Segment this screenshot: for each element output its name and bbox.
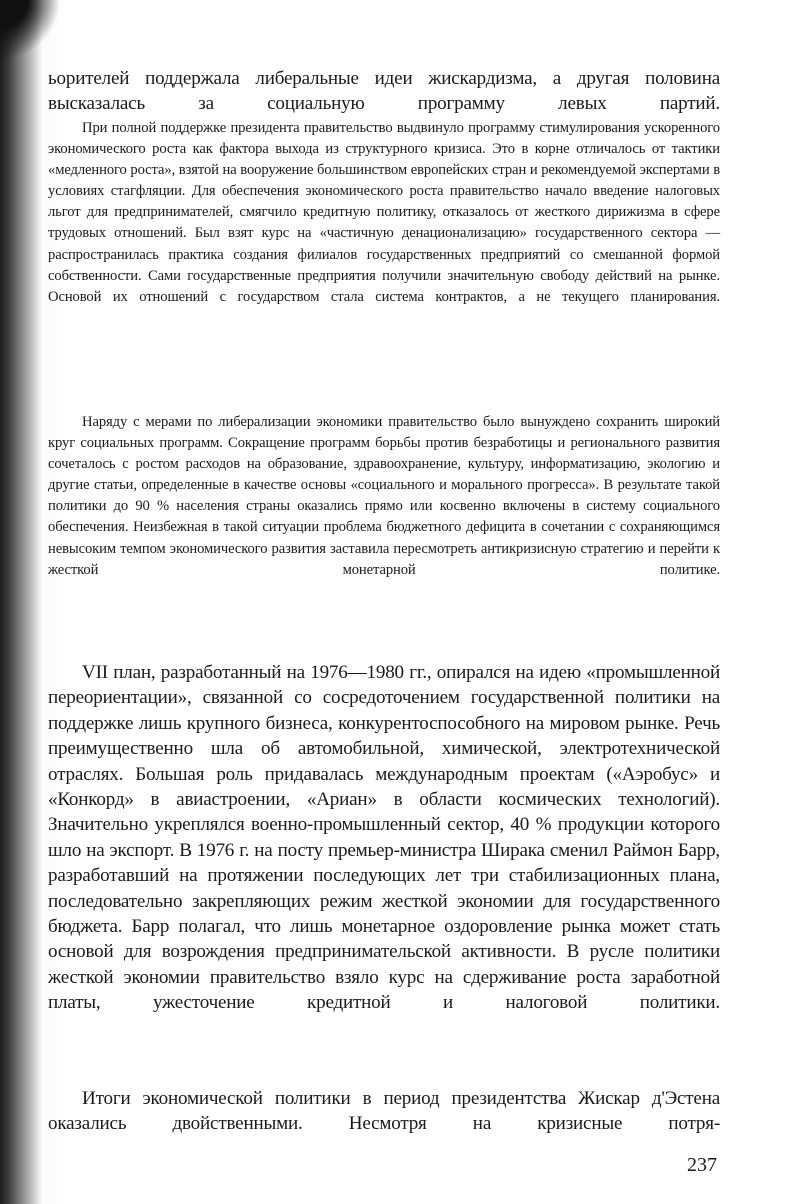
paragraph-text: VII план, разработанный на 1976—1980 гг., опирался на идею «промышленной переориентации», связанной со сосредоточением государственной политики на поддержке лишь крупного бизнеса, конкурентоспособного на мировом рынке. Речь преимущественно шла об автомобильной, химической, электротехнической отраслях. Большая роль придавалась международным проектам («Аэробус» и «Конкорд» в авиастроении, «Ариан» в области космических технологий). Значительно укреплялся военно-промышленный сектор, 40 % продукции которого шло на экспорт. В 1976 г. на посту премьер-министра Ширака сменил Раймон Барр, разработавший на протяжении последующих лет три стабилизационных плана, последовательно закрепляющих режим жесткой экономии для государственного бюджета. Барр полагал, что лишь монетарное оздоровление рынка может стать основой для возрождения предпринимательской активности. В русле политики жесткой экономии правительство взяло курс на сдерживание роста заработной платы, ужесточение кредитной и налоговой политики. (48, 662, 720, 1014)
paragraph-text: Наряду с мерами по либерализации экономики правительство было вынуждено сохранить широкий круг социальных программ. Сокращение программ борьбы против безработицы и регионального развития сочеталось с ростом расходов на образование, здравоохранение, культуру, информатизацию, экологию и другие статьи, определенные в качестве основы «социального и морального прогресса». В результате такой политики до 90 % населения страны оказались прямо или косвенно включены в систему социального обеспечения. Неизбежная в такой ситуации проблема бюджетного дефицита в сочетании с сохраняющимся невысоким темпом экономического развития заставила пересмотреть антикризисную стратегию и перейти к жесткой монетарной политике. (48, 414, 720, 578)
paragraph-program (48, 118, 720, 308)
book-spine-shadow (0, 0, 42, 1204)
scan-corner-shadow (0, 0, 60, 60)
page-number: 237 (687, 1154, 717, 1176)
paragraph-social-programs (48, 412, 720, 581)
paragraph-text: ьорителей поддержала либеральные идеи жискардизма, а другая половина высказалась за социальную программу левых партий. (48, 68, 720, 115)
paragraph-continuation (48, 66, 720, 117)
paragraph-text: При полной поддержке президента правительство выдвинуло программу стимулирования ускоренного экономического роста как фактора выхода из структурного кризиса. Это в корне отличалось от тактики «медленного роста», взятой на вооружение большинством европейских стран и рекомендуемой экспертами в условиях стагфляции. Для обеспечения экономического роста правительство начало введение налоговых льгот для предпринимателей, смягчило кредитную политику, отказалось от жесткого дирижизма в сфере трудовых отношений. Был взят курс на «частичную денационализацию» государственного сектора — распространилась практика создания филиалов государственных предприятий со смешанной формой собственности. Сами государственные предприятия получили значительную свободу действий на рынке. Основой их отношений с государством стала система контрактов, а не текущего планирования. (48, 120, 720, 305)
paragraph-results (48, 1086, 720, 1137)
paragraph-seventh-plan (48, 660, 720, 1016)
paragraph-text: Итоги экономической политики в период президентства Жискар д'Эстена оказались двойственными. Несмотря на кризисные потря- (48, 1088, 720, 1135)
